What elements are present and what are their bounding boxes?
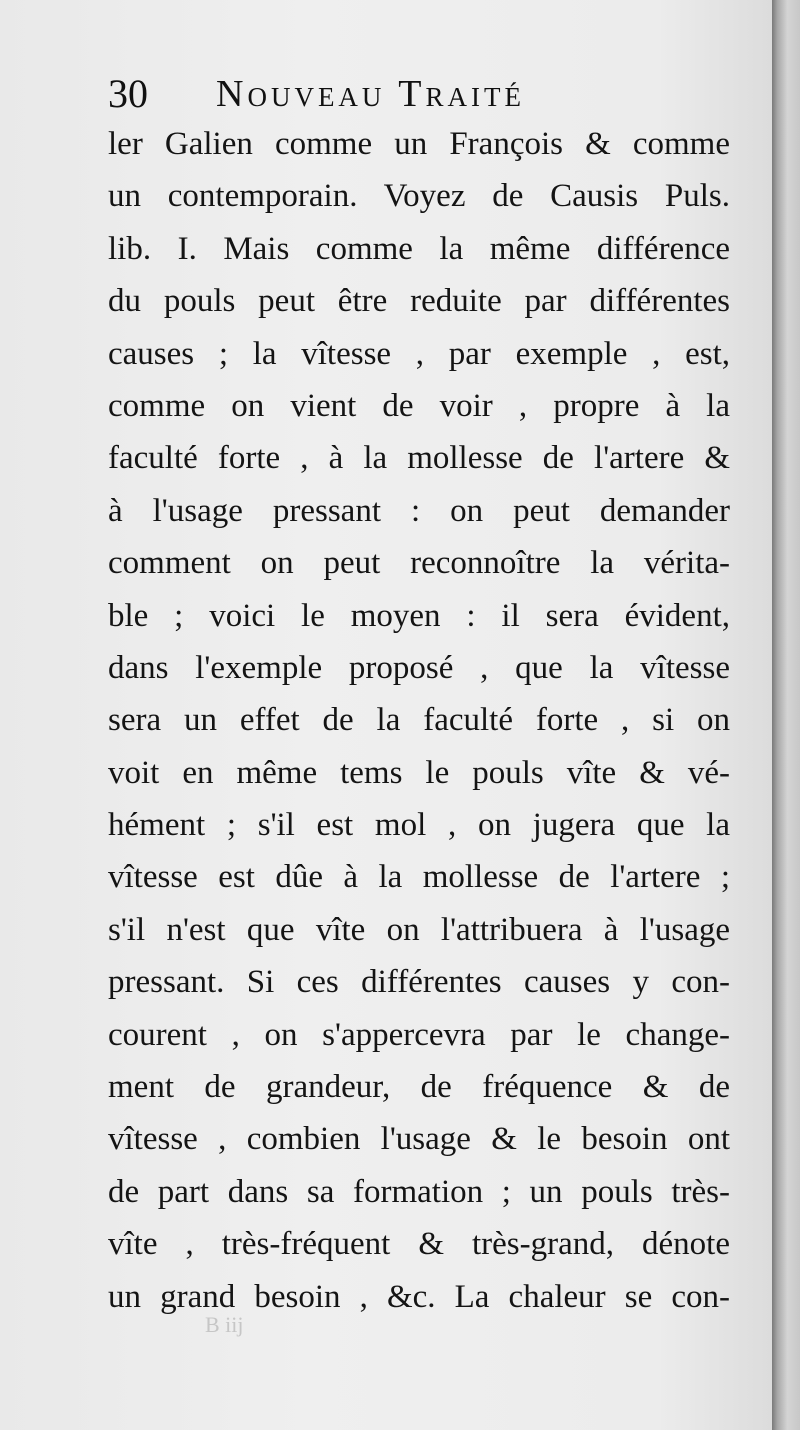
text-line: pressant. Si ces différentes causes y con- (108, 964, 730, 1001)
page-number: 30 (108, 71, 148, 116)
text-line: ment de grandeur, de fréquence & de (108, 1069, 730, 1106)
text-line: de part dans sa formation ; un pouls très- (108, 1173, 730, 1210)
text-line: un grand besoin , &c. La chaleur se con- (108, 1278, 730, 1315)
text-line: causes ; la vîtesse , par exemple , est, (108, 335, 730, 372)
page-header (108, 66, 728, 122)
text-line: dans l'exemple proposé , que la vîtesse (108, 649, 730, 686)
text-line: sera un effet de la faculté forte , si on (108, 702, 730, 739)
text-line: voit en même tems le pouls vîte & vé- (108, 754, 730, 791)
text-line: faculté forte , à la mollesse de l'artere & (108, 440, 730, 477)
text-line: lib. I. Mais comme la même différence (108, 230, 730, 267)
text-line: ler Galien comme un François & comme (108, 126, 730, 162)
body-text (108, 118, 730, 1323)
text-line: comment on peut reconnoître la vérita- (108, 545, 730, 582)
running-title: Nouveau Traité (216, 73, 525, 115)
text-line: ble ; voici le moyen : il sera évident, (108, 597, 730, 634)
text-line: comme on vient de voir , propre à la (108, 387, 730, 424)
text-line: s'il n'est que vîte on l'attribuera à l'usage (108, 911, 730, 948)
text-line: vîtesse est dûe à la mollesse de l'artere ; (108, 859, 730, 896)
text-line: du pouls peut être reduite par différentes (108, 283, 730, 320)
text-line: hément ; s'il est mol , on jugera que la (108, 807, 730, 844)
signature-mark: B iij (205, 1312, 244, 1337)
text-line: vîte , très-fréquent & très-grand, dénote (108, 1226, 730, 1263)
text-line: vîtesse , combien l'usage & le besoin ont (108, 1121, 730, 1158)
text-line: à l'usage pressant : on peut demander (108, 492, 730, 529)
text-line: courent , on s'appercevra par le change- (108, 1016, 730, 1053)
book-gutter (772, 0, 800, 1430)
text-line: un contemporain. Voyez de Causis Puls. (108, 178, 730, 215)
